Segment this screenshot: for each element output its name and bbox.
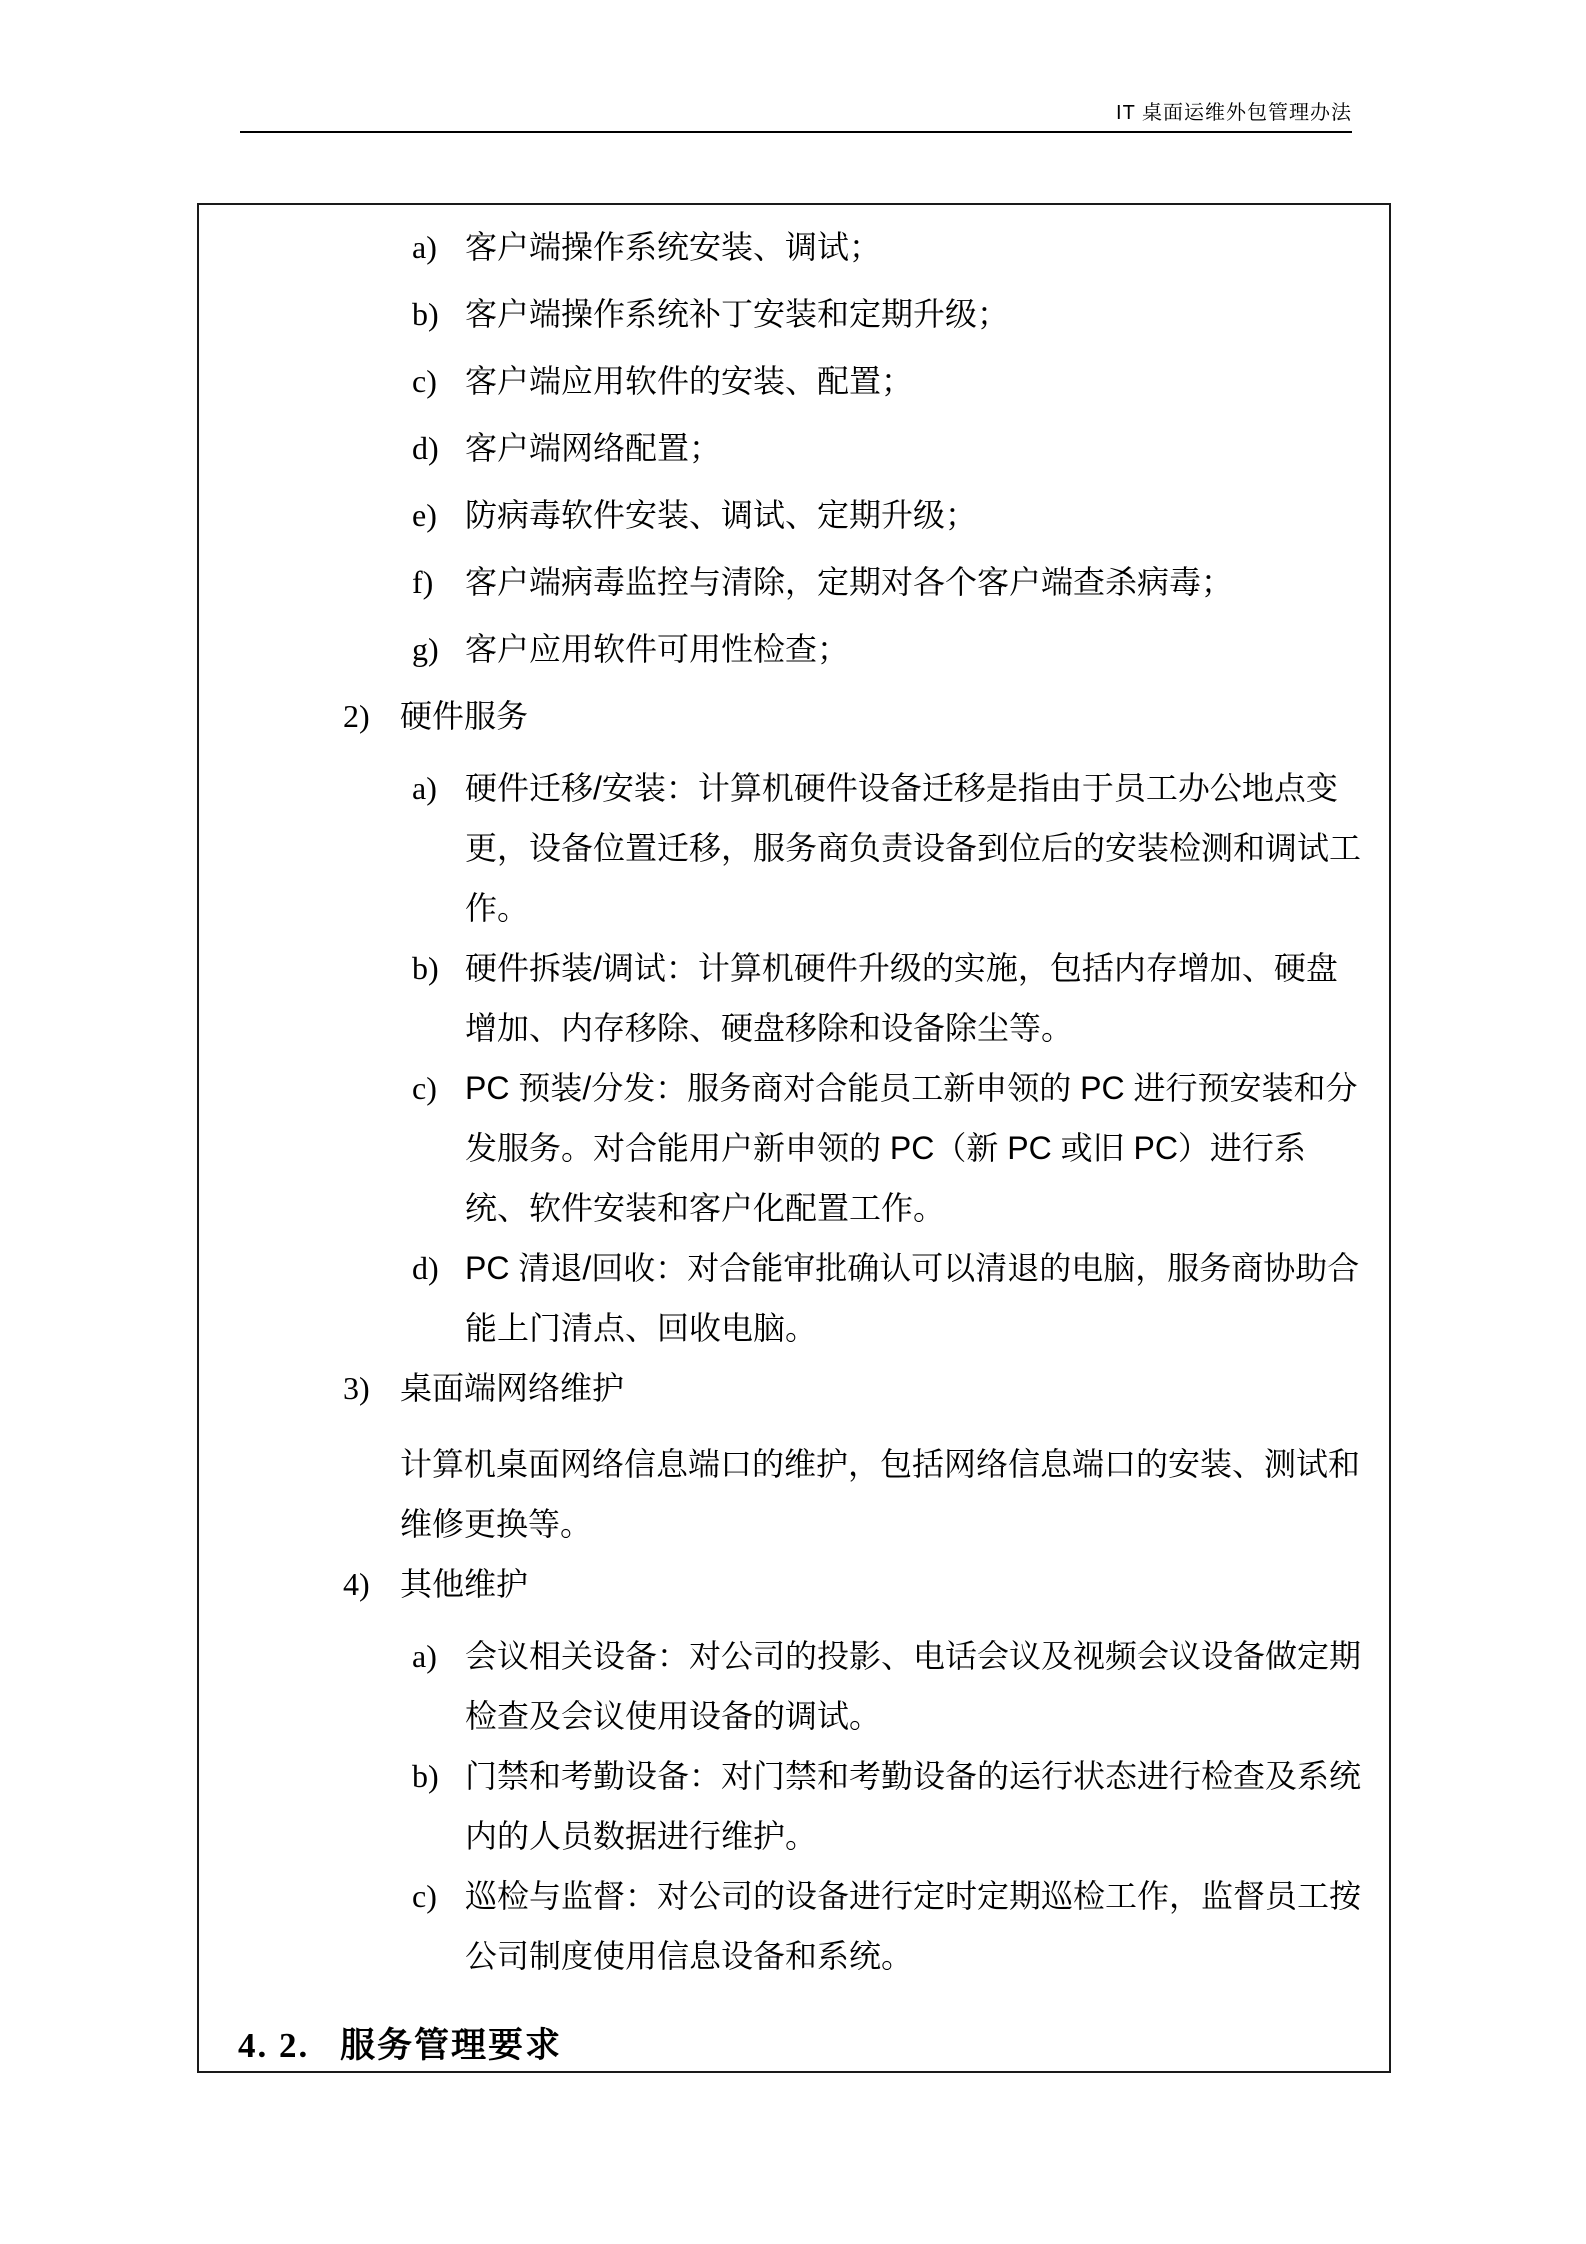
list-item-text: 客户应用软件可用性检查； [465, 631, 850, 667]
paragraph [199, 1434, 1363, 1554]
section-heading [199, 2014, 1363, 2078]
list-marker: d) [412, 1250, 439, 1286]
list-item-text: PC 清退/回收：对合能审批确认可以清退的电脑，服务商协助合能上门清点、回收电脑。 [465, 1250, 1360, 1346]
list-marker: c) [412, 363, 437, 399]
list-item [199, 418, 1363, 478]
list-item [199, 485, 1363, 545]
list-marker: a) [412, 1638, 437, 1674]
list-marker: 3) [343, 1370, 370, 1406]
list-marker: c) [412, 1878, 437, 1914]
list-item-text: 其他维护 [400, 1566, 529, 1602]
list-item-text: 桌面端网络维护 [400, 1370, 625, 1406]
list-item [199, 1358, 1363, 1418]
list-item [199, 1238, 1363, 1358]
header-title: IT 桌面运维外包管理办法 [1116, 102, 1352, 124]
list-item [199, 1866, 1363, 1986]
section-title: 服务管理要求 [340, 2026, 563, 2065]
list-marker: f) [412, 564, 434, 600]
list-item [199, 351, 1363, 411]
list-item [199, 758, 1363, 938]
list-marker: g) [412, 631, 439, 667]
list-item [199, 1058, 1363, 1238]
page-header [240, 101, 1352, 133]
paragraph-text: 计算机桌面网络信息端口的维护，包括网络信息端口的安装、测试和维修更换等。 [400, 1446, 1361, 1542]
list-item-text: 会议相关设备：对公司的投影、电话会议及视频会议设备做定期检查及会议使用设备的调试。 [465, 1638, 1362, 1734]
list-item-text: 客户端网络配置； [465, 430, 722, 466]
list-marker: a) [412, 229, 437, 265]
list-item-text: 硬件拆装/调试：计算机硬件升级的实施，包括内存增加、硬盘增加、内存移除、硬盘移除和设备除尘等。 [465, 950, 1338, 1046]
list-marker: c) [412, 1070, 437, 1106]
list-item-text: 巡检与监督：对公司的设备进行定时定期巡检工作，监督员工按公司制度使用信息设备和系统。 [465, 1878, 1362, 1974]
list-marker: b) [412, 950, 439, 986]
list-item [199, 1554, 1363, 1614]
section-number: 4. 2. [238, 2026, 310, 2065]
list-item [199, 552, 1363, 612]
list-item-text: 客户端应用软件的安装、配置； [465, 363, 914, 399]
list-item [199, 1746, 1363, 1866]
list-item-text: 硬件迁移/安装：计算机硬件设备迁移是指由于员工办公地点变更，设备位置迁移，服务商负责设备到位后的安装检测和调试工作。 [465, 770, 1362, 926]
list-marker: e) [412, 497, 437, 533]
list-marker: a) [412, 770, 437, 806]
list-marker: b) [412, 296, 439, 332]
list-item-text: 硬件服务 [400, 698, 529, 734]
list-item [199, 217, 1363, 277]
list-item [199, 686, 1363, 746]
list-item-text: 防病毒软件安装、调试、定期升级； [465, 497, 978, 533]
list-item-text: PC 预装/分发：服务商对合能员工新申领的 PC 进行预安装和分发服务。对合能用户新申领的 PC（新 PC 或旧 PC）进行系统、软件安装和客户化配置工作。 [465, 1070, 1358, 1226]
list-item [199, 619, 1363, 679]
list-item [199, 284, 1363, 344]
list-item-text: 门禁和考勤设备：对门禁和考勤设备的运行状态进行检查及系统内的人员数据进行维护。 [465, 1758, 1362, 1854]
list-marker: b) [412, 1758, 439, 1794]
list-item-text: 客户端操作系统安装、调试； [465, 229, 882, 265]
list-item-text: 客户端操作系统补丁安装和定期升级； [465, 296, 1010, 332]
list-item-text: 客户端病毒监控与清除，定期对各个客户端查杀病毒； [465, 564, 1234, 600]
list-item [199, 1626, 1363, 1746]
list-marker: 4) [343, 1566, 370, 1602]
list-marker: d) [412, 430, 439, 466]
list-item [199, 938, 1363, 1058]
content-box [197, 203, 1391, 2073]
list-marker: 2) [343, 698, 370, 734]
